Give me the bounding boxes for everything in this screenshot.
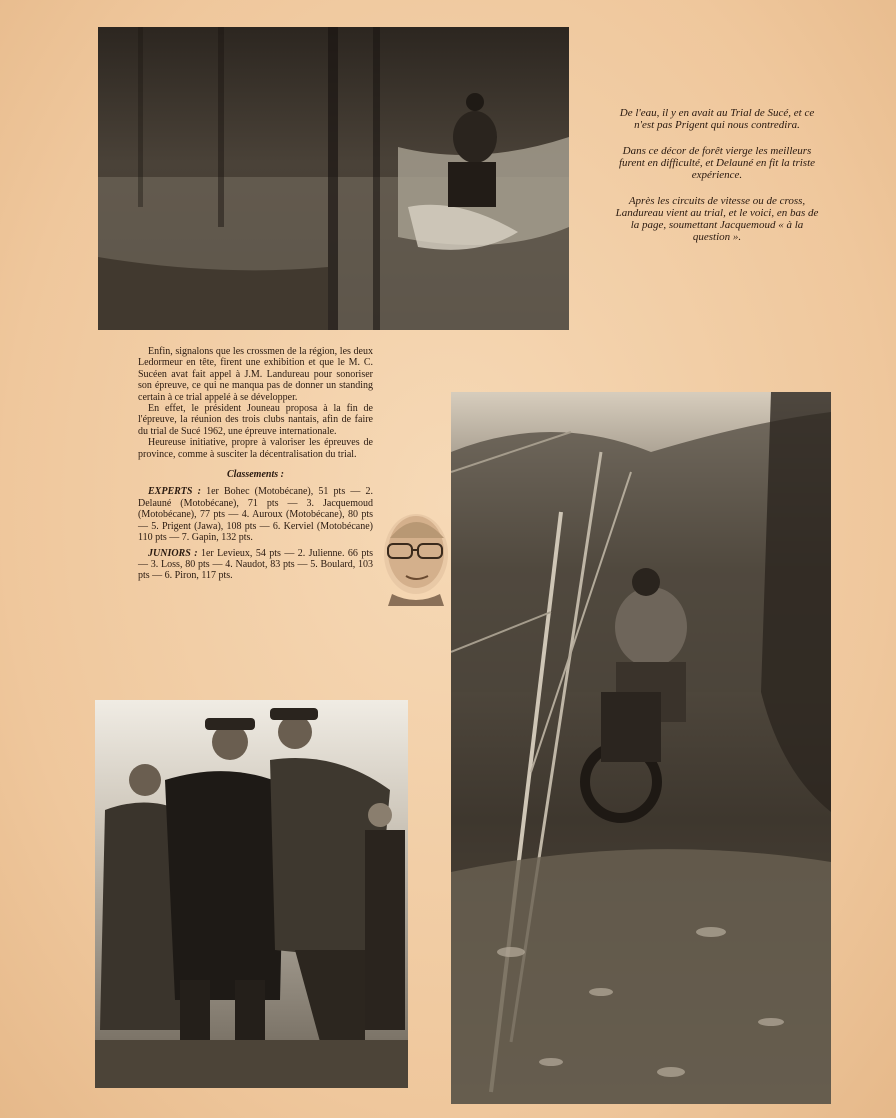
caption-water: De l'eau, il y en avait au Trial de Sucé, et ce n'est pas Prigent qui nous contredira. [619, 107, 815, 131]
photo-rider-in-forest [451, 392, 831, 1104]
experts-label: EXPERTS : [148, 486, 201, 498]
article-paragraph: En effet, le président Jouneau proposa à la fin de l'épreuve, la réunion des trois clubs nantais, afin de faire du trial de Sucé 1962, une épreuve internationale. [138, 403, 373, 437]
caption-crowd: Après les circuits de vitesse ou de cross, Landureau vient au trial, et le voici, en bas de la page, soumettant Jacquemoud « à la question ». [615, 195, 819, 243]
experts-results [138, 486, 373, 543]
article-paragraph: Heureuse initiative, propre à valoriser les épreuves de province, comme à susciter la décentralisation du trial. [138, 437, 373, 460]
article-paragraph: Enfin, signalons que les crossmen de la région, les deux Ledormeur en tête, firent une exhibition et que le M. C. Sucéen avat fait appel à J.M. Landureau pour sonoriser son épreuve, ce qui ne manqua pas de donner un standing certain à ce trial appelé à se développer. [138, 346, 373, 403]
experts-text: 1er Bohec (Motobécane), 51 pts — 2. Delauné (Motobécane), 71 pts — 3. Jacquemoud (Motobécane), 77 pts — 4. Auroux (Motobécane), 80 pts — 5. Prigent (Jawa), 108 pts — 6. Kerviel (Motobécane) 110 pts — 7. Gapin, 132 pts. [138, 486, 373, 544]
portrait-photo [378, 508, 452, 606]
caption-forest: Dans ce décor de forêt vierge les meilleurs furent en difficulté, et Delauné en fit la triste expérience. [618, 145, 816, 181]
photo-rider-in-water [98, 27, 569, 330]
classements-heading: Classements : [227, 469, 284, 481]
juniors-results [138, 548, 373, 582]
photo-crowd-interview [95, 700, 408, 1088]
juniors-text: 1er Levieux, 54 pts — 2. Julienne. 66 pts — 3. Loss, 80 pts — 4. Naudot, 83 pts — 5. Boulard, 103 pts — 6. Piron, 117 pts. [138, 547, 374, 582]
juniors-label: JUNIORS : [148, 547, 198, 559]
article-body [138, 346, 373, 586]
photo-captions [612, 107, 822, 257]
